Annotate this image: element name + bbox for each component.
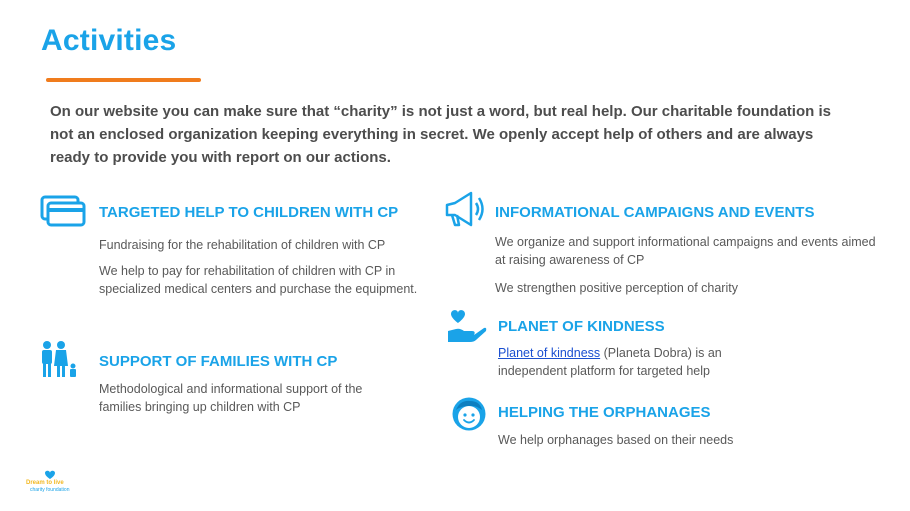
section-title: HELPING THE ORPHANAGES — [498, 404, 711, 421]
heart-logo-icon — [44, 470, 56, 480]
section-title: SUPPORT OF FAMILIES WITH CP — [99, 353, 338, 370]
planet-description: (Planeta Dobra) is an independent platform for targeted help — [498, 346, 722, 378]
planet-of-kindness-link[interactable]: Planet of kindness — [498, 346, 601, 360]
section-title: TARGETED HELP TO CHILDREN WITH CP — [99, 204, 399, 221]
heart-in-hand-icon — [446, 309, 488, 345]
section-paragraph — [498, 344, 768, 380]
section-paragraph: Methodological and informational support of the families bringing up children with CP — [99, 382, 363, 414]
section-paragraph: We help to pay for rehabilitation of children with CP in specialized medical centers and purchase the equipment. — [99, 264, 418, 296]
section-body — [498, 431, 798, 449]
section-title: PLANET OF KINDNESS — [498, 318, 665, 335]
section-paragraph: We strengthen positive perception of charity — [495, 281, 738, 295]
section-body — [498, 344, 768, 380]
section-title: INFORMATIONAL CAMPAIGNS AND EVENTS — [495, 204, 815, 221]
credit-cards-icon — [40, 195, 86, 227]
logo-tagline: charity foundation — [30, 487, 70, 493]
family-icon — [36, 340, 80, 380]
smiling-child-icon — [450, 396, 488, 432]
section-body — [495, 233, 880, 297]
title-underline — [46, 78, 201, 82]
page-title: Activities — [41, 24, 177, 57]
logo-name: Dream to live — [26, 480, 64, 486]
intro-text: On our website you can make sure that “charity” is not just a word, but real help. Our charitable foundation is not an enclosed organization keeping everything in secret. We openly accept help of others and are always ready to provide you with report on our actions. — [50, 103, 831, 166]
section-paragraph: We help orphanages based on their needs — [498, 433, 734, 447]
megaphone-icon — [443, 189, 485, 229]
foundation-logo — [26, 470, 76, 496]
section-body — [99, 236, 419, 298]
section-paragraph: Fundraising for the rehabilitation of children with CP — [99, 238, 386, 252]
section-body — [99, 380, 404, 416]
section-paragraph: We organize and support informational campaigns and events aimed at raising awareness of CP — [495, 235, 876, 267]
